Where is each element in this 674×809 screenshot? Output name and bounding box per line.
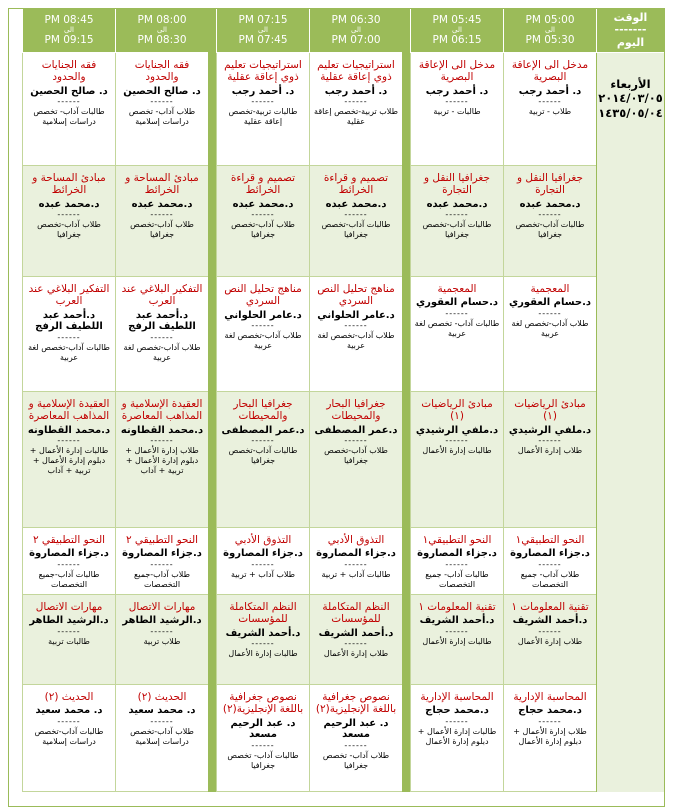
- course-title: المحاسبة الإدارية: [420, 691, 494, 703]
- course-title: التذوق الأدبي: [327, 534, 385, 546]
- course-title: المعجمية: [530, 283, 570, 295]
- course-title: فقه الجنايات والحدود: [134, 59, 190, 84]
- course-cell: [22, 685, 115, 792]
- audience-text: طالبات آداب-تخصص لغة عربية: [28, 342, 110, 362]
- course-title: جغرافيا النقل و التجارة: [424, 172, 490, 197]
- slot-to: الى: [351, 25, 361, 34]
- course-cell: [22, 53, 115, 166]
- cell-divider: ------: [538, 716, 562, 726]
- course-cell: [22, 595, 115, 685]
- time-slot-header: [22, 9, 115, 53]
- cell-divider: ------: [538, 626, 562, 636]
- time-label: الوقت: [613, 10, 648, 24]
- cell-divider: ------: [57, 332, 81, 342]
- course-title: التذوق الأدبي: [234, 534, 292, 546]
- instructor-name: د.محمد عبده: [38, 198, 100, 210]
- cell-divider: ------: [344, 97, 368, 107]
- audience-text: طالبات إدارة الأعمال + دبلوم إدارة الأعمال + تربية + آداب: [29, 446, 109, 476]
- slot-end: 05:30 PM: [525, 34, 575, 47]
- cell-divider: ------: [445, 559, 469, 569]
- cell-divider: ------: [251, 559, 275, 569]
- slot-to: الى: [64, 25, 74, 34]
- course-title: مبادئ الرياضيات (١): [421, 398, 493, 423]
- instructor-name: د.أحمد الشريف: [512, 615, 588, 627]
- course-cell: [216, 528, 309, 595]
- course-title: مبادئ الرياضيات (١): [514, 398, 586, 423]
- course-title: الحديث (٢): [137, 691, 187, 703]
- cell-divider: ------: [445, 97, 469, 107]
- cell-divider: ------: [445, 436, 469, 446]
- course-title: جغرافيا البحار والمحيطات: [326, 398, 386, 423]
- course-cell: [115, 53, 208, 166]
- course-cell: [410, 53, 503, 166]
- course-cell: [115, 277, 208, 392]
- day-info: [597, 77, 664, 120]
- audience-text: طالبات آداب-تخصص جغرافيا: [321, 220, 391, 240]
- instructor-name: د.ملفي الرشيدي: [508, 424, 592, 436]
- instructor-name: د. صالح الحصين: [123, 85, 201, 97]
- day-name: الأربعاء: [610, 77, 651, 91]
- cell-divider: ------: [251, 740, 275, 750]
- audience-text: طلاب إدارة الأعمال + دبلوم إدارة الأعمال + تربية + آداب: [125, 446, 199, 476]
- instructor-name: د.محمد عبده: [325, 198, 387, 210]
- slot-to: الى: [157, 25, 167, 34]
- audience-text: طالبات آداب- جميع التخصصات: [425, 569, 489, 589]
- audience-text: طلاب آداب-تخصص لغة عربية: [123, 342, 201, 362]
- instructor-name: د.محمد القطاونه: [120, 424, 204, 436]
- audience-text: طالبات آداب-تخصص جغرافيا: [228, 446, 298, 466]
- instructor-name: د.جزاء المصاروة: [510, 548, 590, 560]
- instructor-name: د.ملفي الرشيدي: [415, 424, 499, 436]
- cell-divider: ------: [251, 436, 275, 446]
- instructor-name: د.جزاء المصاروة: [122, 548, 202, 560]
- course-title: مناهج تحليل النص السردي: [317, 283, 395, 308]
- instructor-name: د.أحمد الشريف: [318, 627, 394, 639]
- audience-text: طلاب تربية-تخصص إعاقة عقلية: [314, 107, 398, 127]
- course-title: مدخل الى الإعاقة البصرية: [511, 59, 589, 84]
- instructor-name: د. أحمد رجب: [324, 85, 388, 97]
- header-divider: -------: [614, 23, 647, 37]
- cell-divider: ------: [57, 97, 81, 107]
- course-cell: [216, 53, 309, 166]
- cell-divider: ------: [445, 210, 469, 220]
- audience-text: طالبات تربية: [48, 636, 90, 646]
- course-cell: [22, 277, 115, 392]
- course-title: مهارات الاتصال: [35, 601, 103, 613]
- course-title: جغرافيا البحار والمحيطات: [233, 398, 293, 423]
- day-column: [596, 53, 664, 792]
- instructor-name: د. أحمد رجب: [231, 85, 295, 97]
- audience-text: طالبات آداب-تخصص دراسات إسلامية: [34, 726, 104, 746]
- course-cell: [309, 595, 402, 685]
- course-cell: [309, 392, 402, 528]
- slot-start: 05:45 PM: [432, 13, 482, 26]
- audience-text: طلاب آداب-تخصص لغة عربية: [224, 331, 302, 351]
- course-cell: [216, 685, 309, 792]
- course-title: نصوص جغرافية باللغة الإنجليزية(٢): [222, 691, 304, 716]
- cell-divider: ------: [445, 716, 469, 726]
- day-label: اليوم: [616, 35, 645, 49]
- course-title: مبادئ المساحة و الخرائط: [125, 172, 199, 197]
- instructor-name: د.أحمد عبد اللطيف الرفج: [35, 309, 103, 333]
- cell-divider: ------: [150, 210, 174, 220]
- cell-divider: ------: [538, 97, 562, 107]
- cell-divider: ------: [344, 559, 368, 569]
- cell-divider: ------: [150, 97, 174, 107]
- course-cell: [309, 528, 402, 595]
- instructor-name: د. عبد الرحيم مسعد: [230, 717, 296, 741]
- course-cell: [309, 53, 402, 166]
- course-cell: [503, 685, 596, 792]
- instructor-name: د. أحمد رجب: [425, 85, 489, 97]
- instructor-name: د.عامر الحلواني: [317, 309, 395, 321]
- audience-text: طالبات آداب-تخصص جغرافيا: [422, 220, 492, 240]
- instructor-name: د.أحمد الشريف: [225, 627, 301, 639]
- cell-divider: ------: [251, 210, 275, 220]
- audience-text: طلاب - تربية: [528, 107, 572, 117]
- course-cell: [410, 528, 503, 595]
- course-title: النحو التطبيقي١: [422, 534, 492, 546]
- course-title: العقيدة الإسلامية و المذاهب المعاصرة: [28, 398, 110, 423]
- course-cell: [22, 166, 115, 277]
- cell-divider: ------: [57, 626, 81, 636]
- cell-divider: ------: [445, 626, 469, 636]
- cell-divider: ------: [251, 321, 275, 331]
- audience-text: طالبات إدارة الأعمال: [228, 649, 298, 659]
- instructor-name: د.عامر الحلواني: [224, 309, 302, 321]
- cell-divider: ------: [57, 559, 81, 569]
- instructor-name: د.أحمد عبد اللطيف الرفج: [128, 309, 196, 333]
- cell-divider: ------: [344, 436, 368, 446]
- audience-text: طلاب إدارة الأعمال: [517, 636, 583, 646]
- audience-text: طالبات آداب-تخصص جغرافيا: [515, 220, 585, 240]
- course-cell: [503, 392, 596, 528]
- audience-text: طلاب إدارة الأعمال: [323, 649, 389, 659]
- cell-divider: ------: [344, 639, 368, 649]
- course-title: مدخل الى الإعاقة البصرية: [418, 59, 496, 84]
- course-cell: [115, 392, 208, 528]
- instructor-name: د.عمر المصطفى: [221, 424, 305, 436]
- instructor-name: د. عبد الرحيم مسعد: [323, 717, 389, 741]
- course-cell: [216, 277, 309, 392]
- audience-text: طلاب تربية: [143, 636, 181, 646]
- cell-divider: ------: [251, 639, 275, 649]
- course-cell: [410, 166, 503, 277]
- time-day-header: [596, 9, 664, 53]
- course-cell: [503, 53, 596, 166]
- slot-start: 08:00 PM: [137, 13, 187, 26]
- instructor-name: د.محمد عبده: [232, 198, 294, 210]
- course-title: النحو التطبيقي ٢: [125, 534, 199, 546]
- audience-text: طالبات آداب-جميع التخصصات: [38, 569, 100, 589]
- time-slot-header: [309, 9, 402, 53]
- slot-end: 06:15 PM: [432, 34, 482, 47]
- cell-divider: ------: [445, 308, 469, 318]
- audience-text: طلاب آداب + تربية: [230, 569, 296, 579]
- slot-start: 05:00 PM: [525, 13, 575, 26]
- slot-start: 06:30 PM: [331, 13, 381, 26]
- audience-text: طلاب آداب- جميع التخصصات: [520, 569, 580, 589]
- audience-text: طالبات آداب- تخصص دراسات إسلامية: [33, 107, 105, 127]
- cell-divider: ------: [251, 97, 275, 107]
- course-cell: [115, 685, 208, 792]
- audience-text: طلاب إدارة الأعمال: [517, 446, 583, 456]
- instructor-name: د. أحمد رجب: [518, 85, 582, 97]
- cell-divider: ------: [344, 740, 368, 750]
- course-cell: [503, 595, 596, 685]
- course-title: المحاسبة الإدارية: [513, 691, 587, 703]
- audience-text: طلاب آداب-تخصص جغرافيا: [37, 220, 101, 240]
- instructor-name: د.حسام العقوري: [415, 297, 499, 309]
- course-title: تصميم و قراءة الخرائط: [323, 172, 389, 197]
- instructor-name: د.حسام العقوري: [508, 297, 592, 309]
- course-cell: [309, 685, 402, 792]
- course-cell: [309, 166, 402, 277]
- course-title: تقنية المعلومات ١: [511, 601, 589, 613]
- instructor-name: د. صالح الحصين: [30, 85, 108, 97]
- instructor-name: د.محمد عبده: [426, 198, 488, 210]
- course-title: المعجمية: [437, 283, 477, 295]
- course-title: استراتيجيات تعليم ذوي إعاقة عقلية: [224, 59, 302, 84]
- time-slot-header: [503, 9, 596, 53]
- audience-text: طالبات تربية-تخصص إعاقة عقلية: [228, 107, 298, 127]
- audience-text: طالبات آداب- تخصص جغرافيا: [227, 750, 299, 770]
- slot-end: 07:45 PM: [238, 34, 288, 47]
- audience-text: طلاب آداب-تخصص لغة عربية: [317, 331, 395, 351]
- instructor-name: د.محمد عبده: [519, 198, 581, 210]
- instructor-name: د.الرشيد الطاهر: [29, 615, 109, 627]
- course-title: جغرافيا النقل و التجارة: [517, 172, 583, 197]
- slot-start: 08:45 PM: [44, 13, 94, 26]
- audience-text: طلاب آداب-تخصص لغة عربية: [511, 318, 589, 338]
- cell-divider: ------: [538, 308, 562, 318]
- slot-end: 09:15 PM: [44, 34, 94, 47]
- course-cell: [22, 392, 115, 528]
- audience-text: طلاب آداب-تخصص جغرافيا: [130, 220, 194, 240]
- audience-text: طالبات إدارة الأعمال: [422, 446, 492, 456]
- slot-to: الى: [258, 25, 268, 34]
- slot-end: 08:30 PM: [137, 34, 187, 47]
- cell-divider: ------: [57, 436, 81, 446]
- course-cell: [503, 277, 596, 392]
- course-cell: [22, 528, 115, 595]
- slot-end: 07:00 PM: [331, 34, 381, 47]
- course-title: العقيدة الإسلامية و المذاهب المعاصرة: [121, 398, 203, 423]
- time-slot-header: [216, 9, 309, 53]
- course-cell: [410, 392, 503, 528]
- cell-divider: ------: [538, 559, 562, 569]
- cell-divider: ------: [150, 559, 174, 569]
- audience-text: طالبات إدارة الأعمال: [422, 636, 492, 646]
- cell-divider: ------: [150, 332, 174, 342]
- cell-divider: ------: [344, 321, 368, 331]
- course-title: النظم المتكاملة للمؤسسات: [229, 601, 297, 626]
- course-title: التفكير البلاغي عند العرب: [121, 283, 203, 308]
- instructor-name: د.جزاء المصاروة: [316, 548, 396, 560]
- audience-text: طلاب آداب- تخصص جغرافيا: [322, 750, 390, 770]
- cell-divider: ------: [344, 210, 368, 220]
- cell-divider: ------: [538, 436, 562, 446]
- course-cell: [309, 277, 402, 392]
- instructor-name: د.محمد حجاج: [518, 705, 582, 717]
- audience-text: طلاب آداب-تخصص دراسات إسلامية: [130, 726, 194, 746]
- course-title: نصوص جغرافية باللغة الإنجليزية(٢): [315, 691, 397, 716]
- instructor-name: د.محمد حجاج: [425, 705, 489, 717]
- course-title: النظم المتكاملة للمؤسسات: [322, 601, 390, 626]
- audience-text: طالبات إدارة الأعمال + دبلوم إدارة الأعمال: [417, 726, 497, 746]
- instructor-name: د.عمر المصطفى: [314, 424, 398, 436]
- audience-text: طالبات آداب- تخصص لغة عربية: [414, 318, 500, 338]
- course-title: مهارات الاتصال: [128, 601, 196, 613]
- course-cell: [410, 685, 503, 792]
- course-cell: [216, 595, 309, 685]
- column-separator: [208, 9, 216, 792]
- instructor-name: د.جزاء المصاروة: [223, 548, 303, 560]
- course-cell: [410, 595, 503, 685]
- instructor-name: د.جزاء المصاروة: [29, 548, 109, 560]
- cell-divider: ------: [57, 716, 81, 726]
- audience-text: طلاب إدارة الأعمال + دبلوم إدارة الأعمال: [513, 726, 587, 746]
- time-slot-header: [115, 9, 208, 53]
- course-cell: [410, 277, 503, 392]
- slot-start: 07:15 PM: [238, 13, 288, 26]
- audience-text: طلاب آداب- تخصص دراسات إسلامية: [128, 107, 196, 127]
- course-cell: [503, 528, 596, 595]
- audience-text: طلاب آداب-تخصص جغرافيا: [231, 220, 295, 240]
- cell-divider: ------: [538, 210, 562, 220]
- instructor-name: د.الرشيد الطاهر: [122, 615, 202, 627]
- hijri-date: ١٤٣٥/٠٥/٠٤: [598, 105, 663, 120]
- course-title: النحو التطبيقي١: [515, 534, 585, 546]
- course-title: الحديث (٢): [44, 691, 94, 703]
- course-cell: [216, 392, 309, 528]
- course-title: مناهج تحليل النص السردي: [224, 283, 302, 308]
- instructor-name: د. محمد سعيد: [128, 705, 196, 717]
- course-title: فقه الجنايات والحدود: [41, 59, 97, 84]
- time-slot-header: [410, 9, 503, 53]
- cell-divider: ------: [150, 436, 174, 446]
- slot-to: الى: [545, 25, 555, 34]
- course-title: مبادئ المساحة و الخرائط: [32, 172, 106, 197]
- cell-divider: ------: [150, 716, 174, 726]
- course-cell: [503, 166, 596, 277]
- course-title: تقنية المعلومات ١: [418, 601, 496, 613]
- instructor-name: د.أحمد الشريف: [419, 615, 495, 627]
- audience-text: طالبات - تربية: [433, 107, 481, 117]
- course-title: التفكير البلاغي عند العرب: [28, 283, 110, 308]
- cell-divider: ------: [57, 210, 81, 220]
- instructor-name: د.محمد القطاونه: [27, 424, 111, 436]
- course-cell: [115, 166, 208, 277]
- gregorian-date: ٢٠١٤/٠٣/٠٥: [598, 91, 663, 106]
- audience-text: طالبات آداب + تربية: [321, 569, 391, 579]
- course-cell: [216, 166, 309, 277]
- audience-text: طلاب آداب-تخصص جغرافيا: [324, 446, 388, 466]
- cell-divider: ------: [150, 626, 174, 636]
- audience-text: طلاب آداب-جميع التخصصات: [134, 569, 190, 589]
- column-separator: [402, 9, 410, 792]
- course-title: النحو التطبيقي ٢: [32, 534, 106, 546]
- instructor-name: د.جزاء المصاروة: [417, 548, 497, 560]
- course-cell: [115, 595, 208, 685]
- instructor-name: د. محمد سعيد: [35, 705, 103, 717]
- slot-to: الى: [452, 25, 462, 34]
- course-title: تصميم و قراءة الخرائط: [230, 172, 296, 197]
- schedule-table: [8, 8, 665, 807]
- course-cell: [115, 528, 208, 595]
- course-title: استراتيجيات تعليم ذوي إعاقة عقلية: [317, 59, 395, 84]
- instructor-name: د.محمد عبده: [131, 198, 193, 210]
